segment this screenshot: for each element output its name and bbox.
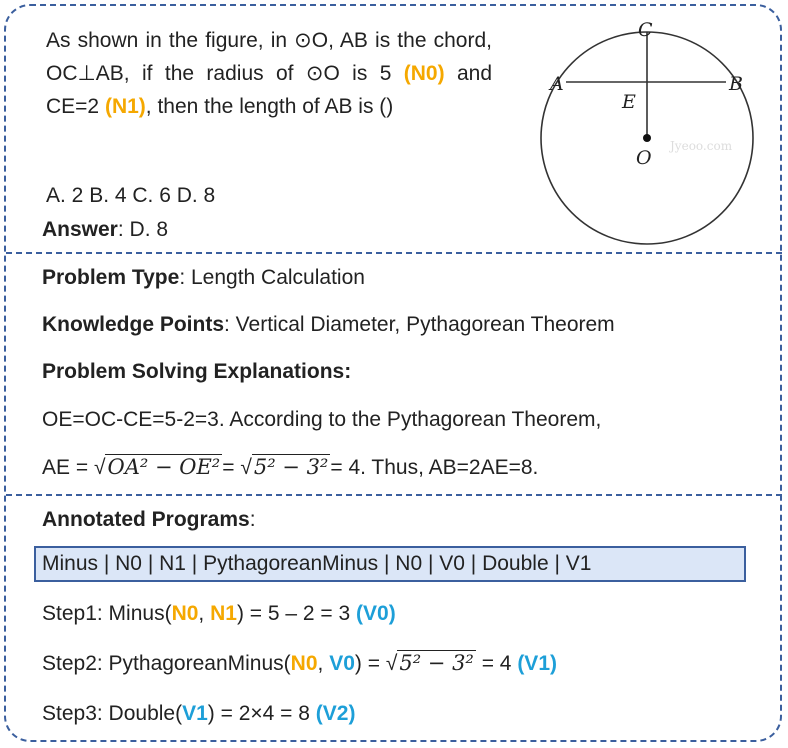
answer-line: Answer: D. 8: [42, 218, 169, 241]
label-b: B: [729, 73, 743, 95]
explanation-line-1: OE=OC-CE=5-2=3. According to the Pythagorean Theorem,: [42, 408, 602, 431]
problem-text: As shown in the figure, in ⊙O, AB is the chord, OC⊥AB, if the radius of ⊙O is 5 (N0) and CE=2 (N1), then the length of AB is (): [46, 29, 492, 118]
sqrt-expression-2: √5² − 3²: [240, 455, 329, 479]
explanation-line-2: AE = √OA² − OE²= √5² − 3²= 4. Thus, AB=2AE=8.: [42, 452, 538, 484]
section-divider-2: [6, 494, 782, 496]
programs-heading: Annotated Programs:: [42, 508, 256, 531]
label-o: O: [636, 147, 652, 169]
knowledge-points: Knowledge Points: Vertical Diameter, Pythagorean Theorem: [42, 313, 615, 336]
step-2: Step2: PythagoreanMinus(N0, V0) = √5² − 3² = 4 (V1): [42, 648, 557, 680]
circle-figure: [530, 14, 770, 254]
problem-type: Problem Type: Length Calculation: [42, 266, 365, 289]
answer-choices: A. 2 B. 4 C. 6 D. 8: [46, 184, 216, 207]
token-n0: (N0): [403, 62, 445, 85]
step-1: Step1: Minus(N0, N1) = 5 – 2 = 3 (V0): [42, 602, 396, 625]
center-point-o: [643, 134, 651, 142]
label-c: C: [638, 19, 653, 41]
sqrt-expression-1: √OA² − OE²: [93, 455, 221, 479]
program-sequence-box: Minus | N0 | N1 | PythagoreanMinus | N0 | V0 | Double | V1: [34, 546, 746, 582]
token-n1: (N1): [104, 95, 146, 118]
explanations-heading: Problem Solving Explanations:: [42, 360, 352, 383]
step-3: Step3: Double(V1) = 2×4 = 8 (V2): [42, 702, 356, 725]
label-a: A: [550, 73, 564, 95]
watermark: Jyeoo.com: [670, 139, 733, 153]
label-e: E: [622, 91, 636, 113]
sqrt-expression-3: √5² − 3²: [385, 651, 474, 675]
